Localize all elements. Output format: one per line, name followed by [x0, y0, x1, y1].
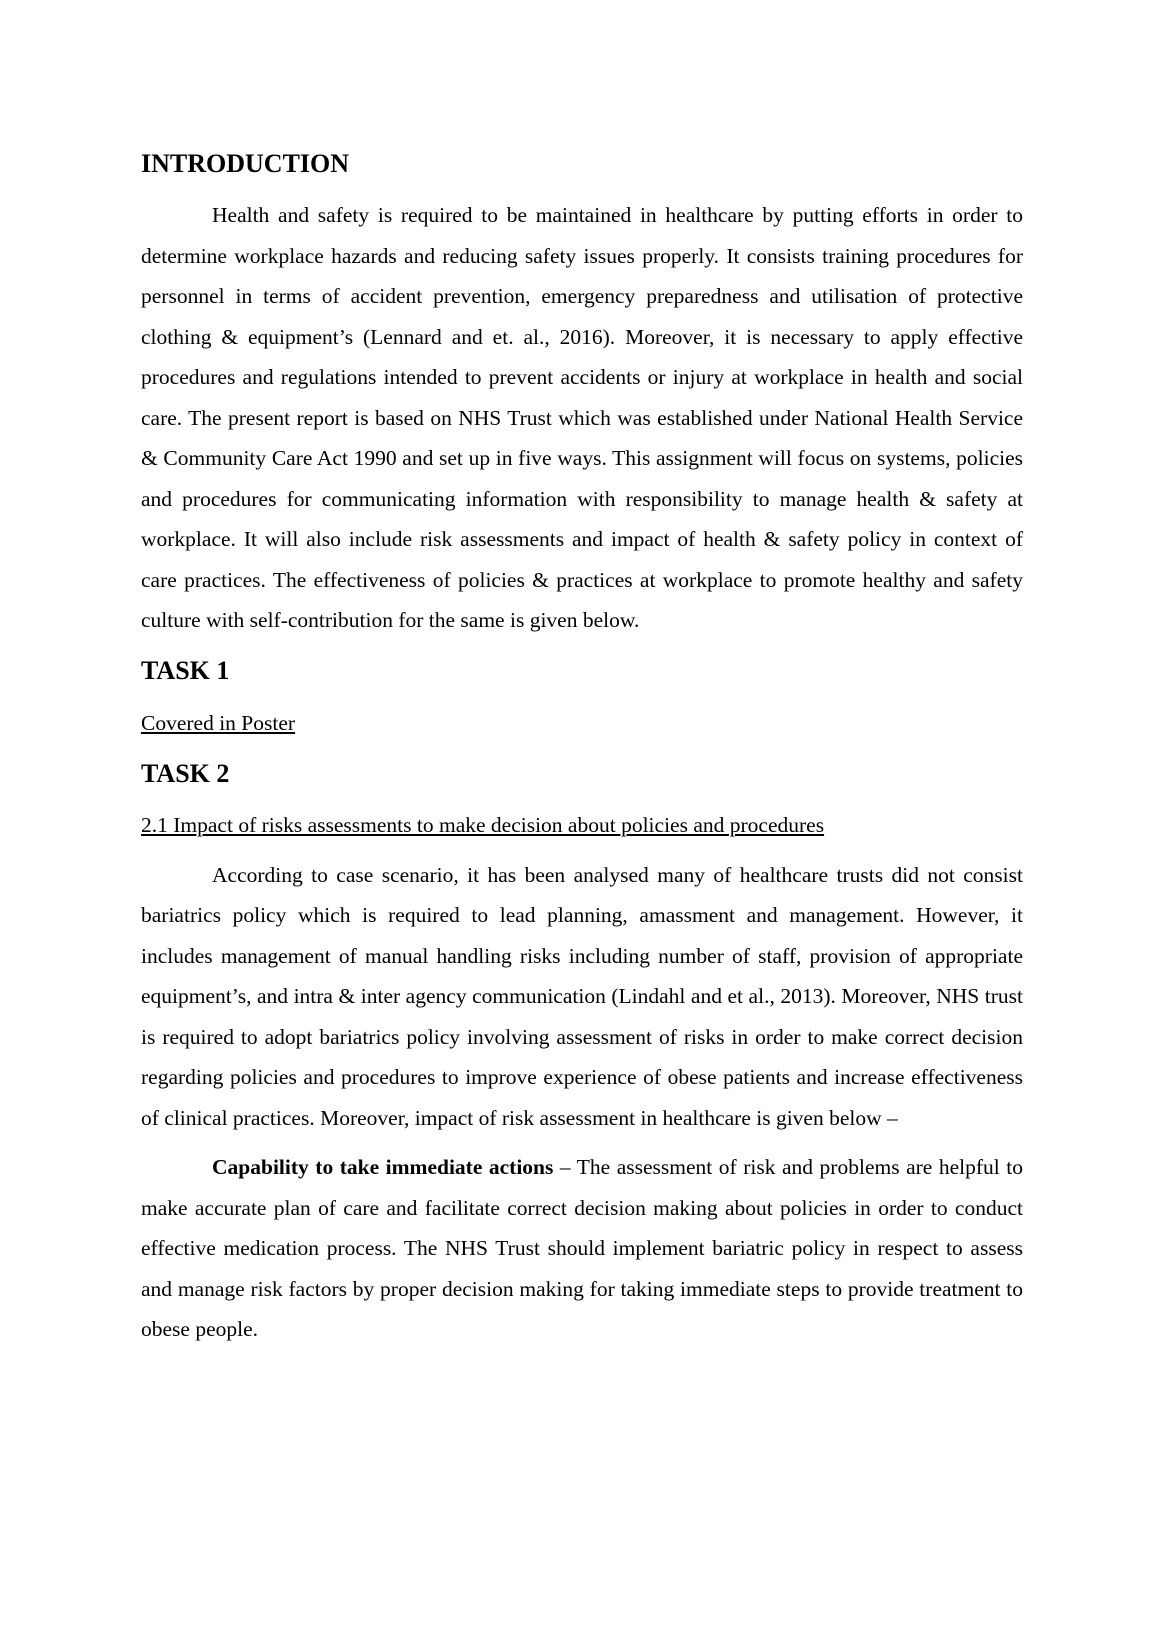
task1-poster-link[interactable]: Covered in Poster — [141, 710, 296, 735]
task1-heading: TASK 1 — [141, 655, 230, 685]
section-2-1-paragraph: According to case scenario, it has been analysed many of healthcare trusts did not consist bariatrics policy which is required to lead planning, amassment and management. However, it includes management of manual handling risks including number of staff, provision of appropriate equipment’s, and intra & inter agency communication (Lindahl and et al., 2013). Moreover, NHS trust is required to adopt bariatrics policy involving assessment of risks in order to make correct decision regarding policies and procedures to improve experience of obese patients and increase effectiveness of clinical practices. Moreover, impact of risk assessment in healthcare is given below – — [141, 862, 1023, 1130]
capability-text: – The assessment of risk and problems are helpful to make accurate plan of care and facilitate correct decision making about policies in order to conduct effective medication process. The NHS Trust should implement bariatric policy in respect to assess and manage risk factors by proper decision making for taking immediate steps to provide treatment to obese people. — [141, 1155, 1023, 1341]
introduction-paragraph: Health and safety is required to be maintained in healthcare by putting efforts in order to determine workplace hazards and reducing safety issues properly. It consists training procedures for personnel in terms of accident prevention, emergency preparedness and utilisation of protective clothing & equipment’s (Lennard and et. al., 2016). Moreover, it is necessary to apply effective procedures and regulations intended to prevent accidents or injury at workplace in health and social care. The present report is based on NHS Trust which was established under National Health Service & Community Care Act 1990 and set up in five ways. This assignment will focus on systems, policies and procedures for communicating information with responsibility to manage health & safety at workplace. It will also include risk assessments and impact of health & safety policy in context of care practices. The effectiveness of policies & practices at workplace to promote healthy and safety culture with self-contribution for the same is given below. — [141, 203, 1023, 632]
document-page — [141, 148, 1023, 1350]
section-2-1-title[interactable]: 2.1 Impact of risks assessments to make decision about policies and procedures — [141, 812, 825, 837]
capability-paragraph — [141, 1147, 1023, 1350]
capability-lead: Capability to take immediate actions — [212, 1155, 554, 1179]
task2-heading: TASK 2 — [141, 758, 230, 788]
introduction-heading: INTRODUCTION — [141, 149, 350, 178]
